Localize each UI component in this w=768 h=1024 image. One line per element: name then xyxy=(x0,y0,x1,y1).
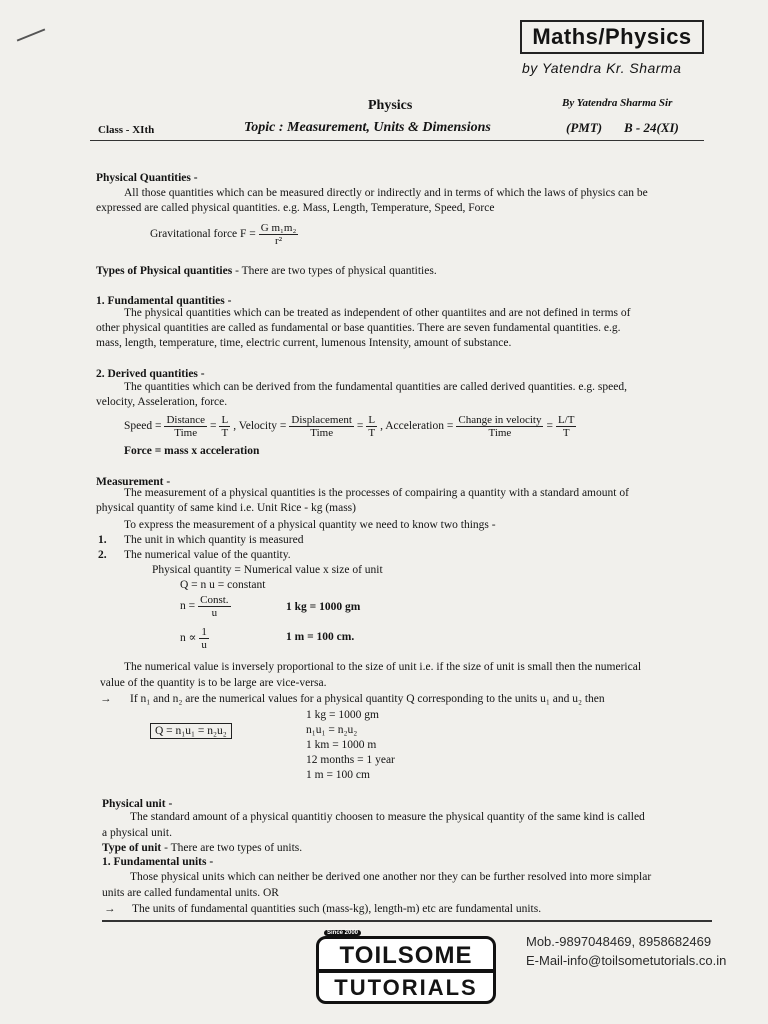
author-line: By Yatendra Sharma Sir xyxy=(562,97,673,109)
fraction xyxy=(556,414,577,439)
paragraph-line: Those physical units which can neither be derived one another nor they can be further resolved into more simplar xyxy=(130,871,652,883)
toilsome-logo xyxy=(316,930,496,1006)
acceleration-label: , Acceleration = xyxy=(380,420,454,432)
logo-top-text: TOILSOME xyxy=(339,942,473,969)
velocity-label: , Velocity = xyxy=(233,420,287,432)
subject-title: Physics xyxy=(368,98,413,113)
section-heading: Physical unit - xyxy=(102,798,173,810)
section-heading: 2. Derived quantities - xyxy=(96,368,205,380)
paragraph-line: To express the measurement of a physical quantity we need to know two things - xyxy=(124,519,496,531)
fraction-denominator: u xyxy=(211,607,218,619)
paragraph-line: The measurement of a physical quantities is the processes of compairing a quantity with a standard amount of xyxy=(124,487,629,499)
conversion-kg: 1 kg = 1000 gm xyxy=(286,601,361,613)
fraction xyxy=(198,594,230,619)
derived-formulas xyxy=(124,414,579,439)
fraction xyxy=(456,414,543,439)
logo-top-band xyxy=(316,936,496,972)
paragraph-line: The quantities which can be derived from the fundamental quantities are called derived quantities. e.g. speed, xyxy=(124,381,627,393)
logo-since-badge: Since 2000 xyxy=(324,930,361,936)
list-item: The numerical value of the quantity. xyxy=(124,549,291,561)
code-label: B - 24(XI) xyxy=(624,120,679,135)
fraction-denominator: r² xyxy=(275,235,283,247)
formula-label: Gravitational force F = xyxy=(150,228,256,240)
class-label: Class - XIth xyxy=(98,124,155,136)
equals-sign: = xyxy=(546,420,553,432)
formula-line: Q = n u = constant xyxy=(180,579,266,591)
fraction xyxy=(219,414,230,439)
fraction-denominator: T xyxy=(562,427,570,439)
fraction xyxy=(259,222,298,247)
paragraph-line: The units of fundamental quantities such (mass-kg), length-m) etc are fundamental units. xyxy=(132,903,542,915)
logo-bottom-band xyxy=(316,970,496,1004)
example-line: 1 km = 1000 m xyxy=(306,739,377,751)
types-line xyxy=(96,264,437,279)
fraction-numerator: L xyxy=(368,414,376,426)
section-heading: 1. Fundamental quantities - xyxy=(96,295,232,307)
paragraph-line: mass, length, temperature, time, electric current, lumenous Intensity, amount of substance. xyxy=(96,337,512,349)
email-address: E-Mail-info@toilsometutorials.co.in xyxy=(526,953,727,968)
fraction-denominator: u xyxy=(201,639,207,651)
arrow-icon: → xyxy=(104,903,116,915)
fraction xyxy=(366,414,377,439)
formula-label: n ∝ xyxy=(180,632,197,644)
fraction-numerator: G m₁m₂ xyxy=(260,222,297,234)
example-line: 1 m = 100 cm xyxy=(306,769,370,781)
proportional-formula xyxy=(180,626,212,651)
paragraph-line: The numerical value is inversely proportional to the size of unit i.e. if the size of unit is small then the numerical xyxy=(124,661,642,673)
paragraph-line: The physical quantities which can be treated as independent of other quantiites and are not defined in terms of xyxy=(124,307,631,319)
fraction-numerator: 1 xyxy=(201,626,207,638)
fraction-numerator: Const. xyxy=(200,594,229,606)
paragraph-line: physical quantity of same kind i.e. Unit Rice - kg (mass) xyxy=(96,502,356,514)
fraction-denominator: Time xyxy=(174,427,198,439)
paragraph-line: units are called fundamental units. OR xyxy=(102,887,279,899)
arrow-icon: → xyxy=(100,693,112,705)
fraction-denominator: T xyxy=(221,427,229,439)
paragraph-line: a physical unit. xyxy=(102,827,172,839)
type-of-unit-text: - There are two types of units. xyxy=(161,842,303,854)
exam-label: (PMT) xyxy=(566,120,603,135)
fraction-denominator: T xyxy=(368,427,376,439)
section-heading: Physical Quantities - xyxy=(96,172,198,184)
types-text: - There are two types of physical quantities. xyxy=(232,265,437,277)
paragraph-line: velocity, Asseleration, force. xyxy=(96,396,228,408)
paragraph-line: value of the quantity is to be large are vice-versa. xyxy=(100,677,327,689)
fraction xyxy=(289,414,353,439)
header-rule xyxy=(90,140,704,141)
formula-line: Physical quantity = Numerical value x size of unit xyxy=(152,564,383,576)
boxed-formula: Q = n₁u₁ = n₂u₂ xyxy=(150,723,232,739)
types-heading: Types of Physical quantities xyxy=(96,265,233,277)
list-number: 1. xyxy=(98,534,107,546)
formula-label: n = xyxy=(180,600,196,612)
type-of-unit-heading: Type of unit xyxy=(102,842,162,854)
equals-sign: = xyxy=(356,420,364,432)
fraction-numerator: Distance xyxy=(166,414,205,426)
list-number: 2. xyxy=(98,549,107,561)
fraction-numerator: L/T xyxy=(557,414,575,426)
fraction xyxy=(199,626,209,651)
conversion-m: 1 m = 100 cm. xyxy=(286,631,355,643)
paragraph-line: All those quantities which can be measured directly or indirectly and in terms of which the laws of physics can be xyxy=(124,187,648,199)
equals-sign: = xyxy=(209,420,217,432)
example-line: 1 kg = 1000 gm xyxy=(306,709,379,721)
brand-box xyxy=(520,20,704,54)
brand-author: by Yatendra Kr. Sharma xyxy=(522,60,682,76)
pen-mark xyxy=(17,28,46,41)
list-item: The unit in which quantity is measured xyxy=(124,534,304,546)
footer-rule xyxy=(102,920,712,922)
speed-label: Speed = xyxy=(124,420,162,432)
paragraph-line: If n₁ and n₂ are the numerical values for a physical quantity Q corresponding to the units u₁ and u₂ then xyxy=(130,693,605,705)
section-heading: 1. Fundamental units - xyxy=(102,856,214,868)
fraction-numerator: Displacement xyxy=(291,414,352,426)
force-formula: Force = mass x acceleration xyxy=(124,445,260,457)
fraction xyxy=(164,414,206,439)
paragraph-line: expressed are called physical quantities. e.g. Mass, Length, Temperature, Speed, Force xyxy=(96,202,495,214)
paragraph-line: The standard amount of a physical quantitiy choosen to measure the physical quantity of the same kind is called xyxy=(130,811,645,823)
example-line: 12 months = 1 year xyxy=(306,754,395,766)
section-heading: Measurement - xyxy=(96,476,171,488)
fraction-numerator: Change in velocity xyxy=(458,414,542,426)
type-of-unit-line xyxy=(102,841,302,856)
brand-name: Maths/Physics xyxy=(532,24,692,49)
fraction-numerator: L xyxy=(221,414,229,426)
example-line: n₁u₁ = n₂u₂ xyxy=(306,724,358,736)
n-formula xyxy=(180,594,234,619)
mobile-number: Mob.-9897048469, 8958682469 xyxy=(526,934,712,949)
logo-bottom-text: TUTORIALS xyxy=(334,975,478,1000)
boxed-formula-wrap xyxy=(150,724,232,739)
fraction-denominator: Time xyxy=(310,427,334,439)
paragraph-line: other physical quantities are called as fundamental or base quantities. There are seven fundamental quantities. e.g. xyxy=(96,322,621,334)
gravitation-formula xyxy=(150,222,301,247)
topic-title: Topic : Measurement, Units & Dimensions xyxy=(244,120,491,135)
fraction-denominator: Time xyxy=(488,427,512,439)
